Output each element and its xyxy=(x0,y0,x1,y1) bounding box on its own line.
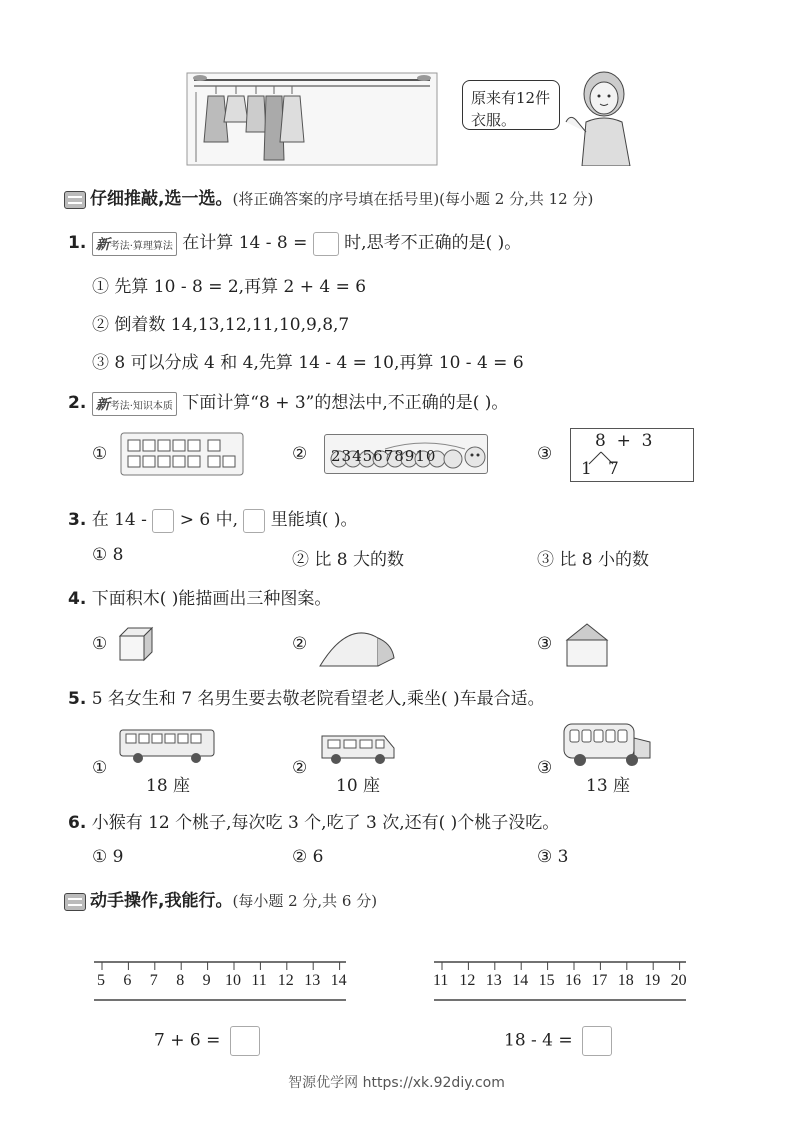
section1-note: (将正确答案的序号填在括号里)(每小题 2 分,共 12 分) xyxy=(232,190,594,208)
ruler-number: 5 xyxy=(97,972,105,989)
question-stem: 小猴有 12 个桃子,每次吃 3 个,吃了 3 次,还有( )个桃子没吃。 xyxy=(91,813,560,833)
question-number: 5. xyxy=(68,689,87,709)
q3-option-1: ① 8 xyxy=(92,545,124,565)
ruler-number: 14 xyxy=(512,972,529,989)
equation-text: 7 + 6 = xyxy=(154,1030,221,1051)
answer-box[interactable] xyxy=(152,509,174,533)
ruler-number: 13 xyxy=(485,972,502,989)
question-stem: 在计算 14 - 8 = xyxy=(182,233,308,253)
number-line-right xyxy=(432,958,688,1004)
question-number: 4. xyxy=(68,589,87,609)
teacher-illustration xyxy=(560,66,640,166)
speech-bubble xyxy=(462,80,560,130)
q4-option-2-label: ② xyxy=(292,634,308,654)
section2-title: 动手操作,我能行。 xyxy=(90,891,233,911)
ruler-number: 12 xyxy=(459,972,476,989)
ruler-number: 10 xyxy=(225,972,241,989)
q5-option-1-label: ① xyxy=(92,758,108,778)
ruler-number: 14 xyxy=(330,972,347,989)
ruler-number: 19 xyxy=(644,972,661,989)
question-2 xyxy=(68,388,508,416)
q6-option-1: ① 9 xyxy=(92,847,124,867)
question-tag: 新考法·算理算法 xyxy=(92,232,177,256)
equation-right xyxy=(504,1026,612,1056)
ruler-number: 15 xyxy=(538,972,555,989)
question-5 xyxy=(68,684,545,709)
question-number: 1. xyxy=(68,233,87,253)
ruler-number: 7 xyxy=(149,972,158,989)
question-stem: 下面积木( )能描画出三种图案。 xyxy=(91,589,332,609)
split-bottom: 1 7 xyxy=(581,459,619,479)
question-6 xyxy=(68,808,559,833)
question-stem-b: > 6 中, xyxy=(179,510,238,530)
q3-option-3: ③ 比 8 小的数 xyxy=(537,550,650,570)
seat-label-18: 18 座 xyxy=(146,776,191,796)
ruler-number: 6 xyxy=(123,972,132,989)
question-4 xyxy=(68,584,331,609)
q4-option-1-label: ① xyxy=(92,634,108,654)
question-number: 3. xyxy=(68,510,87,530)
section-number-icon xyxy=(64,893,86,911)
section-number-icon xyxy=(64,191,86,209)
ruler-number: 17 xyxy=(591,972,608,989)
question-1 xyxy=(68,228,521,256)
number-split-picture xyxy=(570,428,694,482)
q2-option-3-label: ③ xyxy=(537,444,553,464)
ruler-number: 11 xyxy=(251,972,267,989)
cube-block-icon xyxy=(118,626,154,666)
seat-label-13: 13 座 xyxy=(586,776,631,796)
question-stem-c: 里能填( )。 xyxy=(270,510,358,530)
q5-option-3-label: ③ xyxy=(537,758,553,778)
split-top: 8 + 3 xyxy=(595,431,653,451)
q1-option-3: ③ 8 可以分成 4 和 4,先算 14 - 4 = 10,再算 10 - 4 = 6 xyxy=(92,353,524,373)
school-bus-icon xyxy=(562,720,654,772)
q1-option-1: ① 先算 10 - 8 = 2,再算 2 + 4 = 6 xyxy=(92,277,367,297)
question-number: 6. xyxy=(68,813,87,833)
question-stem-a: 在 14 - xyxy=(91,510,147,530)
van-icon xyxy=(318,728,396,770)
number-line-left xyxy=(92,958,348,1004)
ruler-number: 9 xyxy=(202,972,211,989)
ruler-number: 18 xyxy=(617,972,634,989)
ruler-number: 16 xyxy=(565,972,581,989)
section2-note: (每小题 2 分,共 6 分) xyxy=(232,892,378,910)
q3-option-2: ② 比 8 大的数 xyxy=(292,550,405,570)
q2-option-2-label: ② xyxy=(292,444,308,464)
clothes-rack-illustration xyxy=(186,72,438,166)
ruler-number: 13 xyxy=(304,972,321,989)
question-number: 2. xyxy=(68,393,87,413)
section1-heading xyxy=(64,184,593,209)
question-3 xyxy=(68,505,357,533)
ruler-number: 12 xyxy=(277,972,294,989)
section1-title: 仔细推敲,选一选。 xyxy=(90,189,233,209)
q4-option-3-label: ③ xyxy=(537,634,553,654)
big-bus-icon xyxy=(118,726,216,770)
q5-option-2-label: ② xyxy=(292,758,308,778)
q2-option-1-label: ① xyxy=(92,444,108,464)
bead-numbers: 2345678910 xyxy=(331,447,437,465)
equation-left xyxy=(154,1026,260,1056)
ruler-number: 8 xyxy=(176,972,185,989)
equation-text: 18 - 4 = xyxy=(504,1030,573,1051)
cubes-picture xyxy=(120,432,244,476)
ruler-number: 20 xyxy=(670,972,687,989)
q6-option-3: ③ 3 xyxy=(537,847,569,867)
ruler-number: 11 xyxy=(433,972,449,989)
house-block-icon xyxy=(564,622,610,672)
question-stem-end: 时,思考不正确的是( )。 xyxy=(344,233,522,253)
answer-box[interactable] xyxy=(313,232,339,256)
speech-text: 原来有12件衣服。 xyxy=(471,89,551,129)
answer-box[interactable] xyxy=(582,1026,612,1056)
number-beads-picture xyxy=(324,434,488,474)
question-tag: 新考法·知识本质 xyxy=(92,392,177,416)
answer-box[interactable] xyxy=(243,509,265,533)
section2-heading xyxy=(64,886,377,911)
answer-box[interactable] xyxy=(230,1026,260,1056)
arch-block-icon xyxy=(318,624,396,672)
q6-option-2: ② 6 xyxy=(292,847,324,867)
footer-watermark: 智源优学网 https://xk.92diy.com xyxy=(288,1075,505,1091)
q1-option-2: ② 倒着数 14,13,12,11,10,9,8,7 xyxy=(92,315,350,335)
question-stem: 下面计算“8 + 3”的想法中,不正确的是( )。 xyxy=(182,393,509,413)
seat-label-10: 10 座 xyxy=(336,776,381,796)
question-stem: 5 名女生和 7 名男生要去敬老院看望老人,乘坐( )车最合适。 xyxy=(91,689,545,709)
